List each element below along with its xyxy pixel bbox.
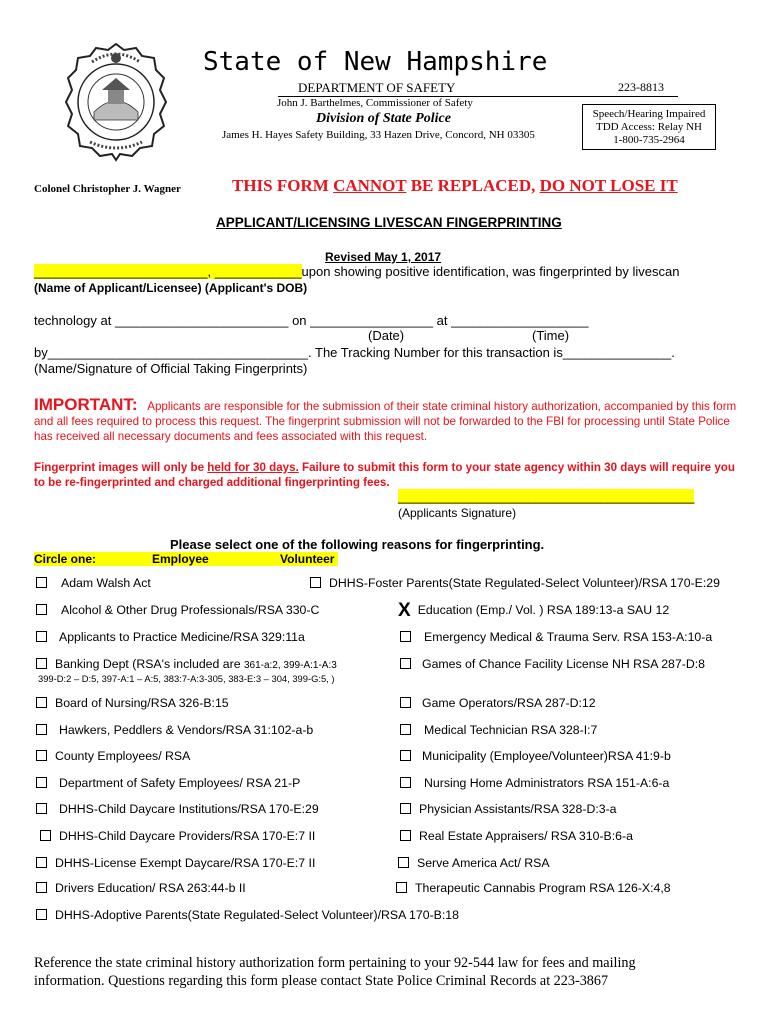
reason-hawkers-peddlers[interactable]: Hawkers, Peddlers & Vendors/RSA 31:102-a-b — [36, 723, 313, 737]
checkbox-icon[interactable] — [400, 830, 411, 841]
applicant-line: ________________________, ____________upon showing positive identification, was fingerprinted by livescan — [34, 264, 680, 279]
reason-license-exempt-daycare[interactable]: DHHS-License Exempt Daycare/RSA 170-E:7 II — [36, 856, 315, 870]
checkbox-icon[interactable] — [36, 777, 47, 788]
reason-alcohol-drug[interactable]: Alcohol & Other Drug Professionals/RSA 330-C — [36, 603, 319, 617]
reason-municipality[interactable]: Municipality (Employee/Volunteer)RSA 41:9-b — [400, 749, 671, 763]
form-title: APPLICANT/LICENSING LIVESCAN FINGERPRINTING — [216, 215, 562, 230]
department-phone: 223-8813 — [618, 80, 664, 94]
important-paragraph — [34, 397, 738, 444]
reason-real-estate-appraisers[interactable]: Real Estate Appraisers/ RSA 310-B:6-a — [400, 829, 633, 843]
form-warning: THIS FORM CANNOT BE REPLACED, DO NOT LOSE IT — [232, 176, 678, 195]
colonel-name: Colonel Christopher J. Wagner — [34, 183, 181, 195]
checkbox-icon[interactable] — [396, 882, 407, 893]
employee-option[interactable]: Employee — [152, 552, 209, 566]
checkbox-icon[interactable] — [400, 631, 411, 642]
retention-note: Fingerprint images will only be held for 30 days. Failure to submit this form to your state agency within 30 days will require you to be re-fingerprinted and charged additional fingerprinting fees. — [34, 461, 735, 489]
checkbox-icon[interactable] — [36, 724, 47, 735]
circle-one-bar — [34, 552, 338, 566]
official-line[interactable]: by____________________________________. The Tracking Number for this transaction is_______________. — [34, 345, 675, 360]
date-label: (Date) — [368, 328, 405, 343]
footer-reference: Reference the state criminal history authorization form pertaining to your 92-544 law for fees and mailing information. Questions regarding this form please contact State Police Criminal Records at 223-3867 — [34, 955, 636, 989]
building-address: James H. Hayes Safety Building, 33 Hazen Drive, Concord, NH 03305 — [222, 129, 535, 141]
reason-game-operators[interactable]: Game Operators/RSA 287-D:12 — [400, 696, 596, 710]
reason-adoptive-parents[interactable]: DHHS-Adoptive Parents(State Regulated-Select Volunteer)/RSA 170-B:18 — [36, 908, 459, 922]
tdd-line-1: Speech/Hearing Impaired — [592, 108, 706, 120]
time-label: (Time) — [532, 328, 570, 343]
applicant-name-dob-field[interactable]: ________________________, ____________ — [34, 264, 302, 279]
checkbox-icon[interactable] — [36, 857, 47, 868]
reason-child-daycare-institutions[interactable]: DHHS-Child Daycare Institutions/RSA 170-E:29 — [36, 802, 319, 816]
reason-therapeutic-cannabis[interactable]: Therapeutic Cannabis Program RSA 126-X:4,8 — [396, 881, 671, 895]
reason-foster-parents[interactable]: DHHS-Foster Parents(State Regulated-Select Volunteer)/RSA 170-E:29 — [310, 576, 720, 590]
reason-serve-america[interactable]: Serve America Act/ RSA — [398, 856, 550, 870]
tdd-line-2: TDD Access: Relay NH — [595, 121, 702, 133]
official-label: (Name/Signature of Official Taking Fingerprints) — [34, 361, 308, 376]
applicant-signature-label: (Applicants Signature) — [398, 506, 517, 520]
checkbox-icon[interactable] — [40, 830, 51, 841]
technology-line[interactable]: technology at ________________________ on _________________ at ___________________ — [34, 313, 589, 328]
tdd-box — [582, 104, 716, 150]
checkbox-icon[interactable] — [400, 724, 411, 735]
reason-child-daycare-providers[interactable]: DHHS-Child Daycare Providers/RSA 170-E:7 II — [40, 829, 315, 843]
checkbox-icon[interactable] — [36, 803, 47, 814]
reason-adam-walsh[interactable]: Adam Walsh Act — [36, 576, 151, 590]
checkbox-icon[interactable] — [400, 658, 411, 669]
checkbox-icon[interactable] — [36, 750, 47, 761]
reason-dept-safety-employees[interactable]: Department of Safety Employees/ RSA 21-P — [36, 776, 300, 790]
reasons-heading: Please select one of the following reasons for fingerprinting. — [170, 537, 545, 552]
revised-date: Revised May 1, 2017 — [325, 250, 442, 264]
reason-medical-technician[interactable]: Medical Technician RSA 328-I:7 — [400, 723, 597, 737]
tdd-line-3: 1-800-735-2964 — [613, 134, 685, 146]
commissioner-name: John J. Barthelmes, Commissioner of Safety — [277, 97, 473, 109]
checkbox-icon[interactable] — [36, 658, 47, 669]
checkbox-icon[interactable] — [310, 577, 321, 588]
state-police-seal — [62, 40, 170, 164]
checkbox-icon[interactable] — [398, 857, 409, 868]
checked-x-icon[interactable]: X — [398, 600, 411, 621]
applicant-signature-field[interactable]: _________________________________________ — [398, 489, 695, 504]
checkbox-icon[interactable] — [36, 604, 47, 615]
reason-banking-dept[interactable]: Banking Dept (RSA's included are 361-a:2, 399-A:1-A:3 — [36, 657, 337, 671]
important-label: IMPORTANT: — [34, 395, 138, 414]
checkbox-icon[interactable] — [36, 631, 47, 642]
reason-board-of-nursing[interactable]: Board of Nursing/RSA 326-B:15 — [36, 696, 229, 710]
reason-practice-medicine[interactable]: Applicants to Practice Medicine/RSA 329:11a — [36, 630, 305, 644]
checkbox-icon[interactable] — [36, 909, 47, 920]
checkbox-icon[interactable] — [36, 697, 47, 708]
reason-nursing-home-admin[interactable]: Nursing Home Administrators RSA 151-A:6-a — [400, 776, 669, 790]
reason-games-of-chance[interactable]: Games of Chance Facility License NH RSA 287-D:8 — [400, 657, 705, 671]
applicant-name-label: (Name of Applicant/Licensee) (Applicant's DOB) — [34, 281, 308, 295]
circle-one-label: Circle one: — [34, 552, 97, 566]
reason-education[interactable]: X Education (Emp./ Vol. ) RSA 189:13-a SAU 12 — [398, 600, 670, 621]
banking-rsa-list: 399-D:2 – D:5, 397-A:1 – A:5, 383:7-A:3-305, 383-E:3 – 304, 399-G:5, ) — [38, 673, 335, 684]
reason-county-employees[interactable]: County Employees/ RSA — [36, 749, 190, 763]
reason-physician-assistants[interactable]: Physician Assistants/RSA 328-D:3-a — [400, 802, 617, 816]
state-title: State of New Hampshire — [203, 47, 548, 77]
checkbox-icon[interactable] — [36, 577, 47, 588]
reason-drivers-education[interactable]: Drivers Education/ RSA 263:44-b II — [36, 881, 246, 895]
checkbox-icon[interactable] — [400, 697, 411, 708]
important-text: Applicants are responsible for the submission of their state criminal history authorization, accompanied by this form and all fees required to process this request. The fingerprint submission will not be forwarded to the FBI for processing until State Police has received all necessary documents and fees associated with this request. — [34, 400, 737, 443]
checkbox-icon[interactable] — [400, 777, 411, 788]
division-name: Division of State Police — [316, 111, 451, 126]
checkbox-icon[interactable] — [400, 750, 411, 761]
checkbox-icon[interactable] — [400, 803, 411, 814]
reason-emergency-medical[interactable]: Emergency Medical & Trauma Serv. RSA 153-A:10-a — [400, 630, 712, 644]
volunteer-option[interactable]: Volunteer — [280, 552, 335, 566]
checkbox-icon[interactable] — [36, 882, 47, 893]
department-name: DEPARTMENT OF SAFETY — [298, 80, 456, 95]
